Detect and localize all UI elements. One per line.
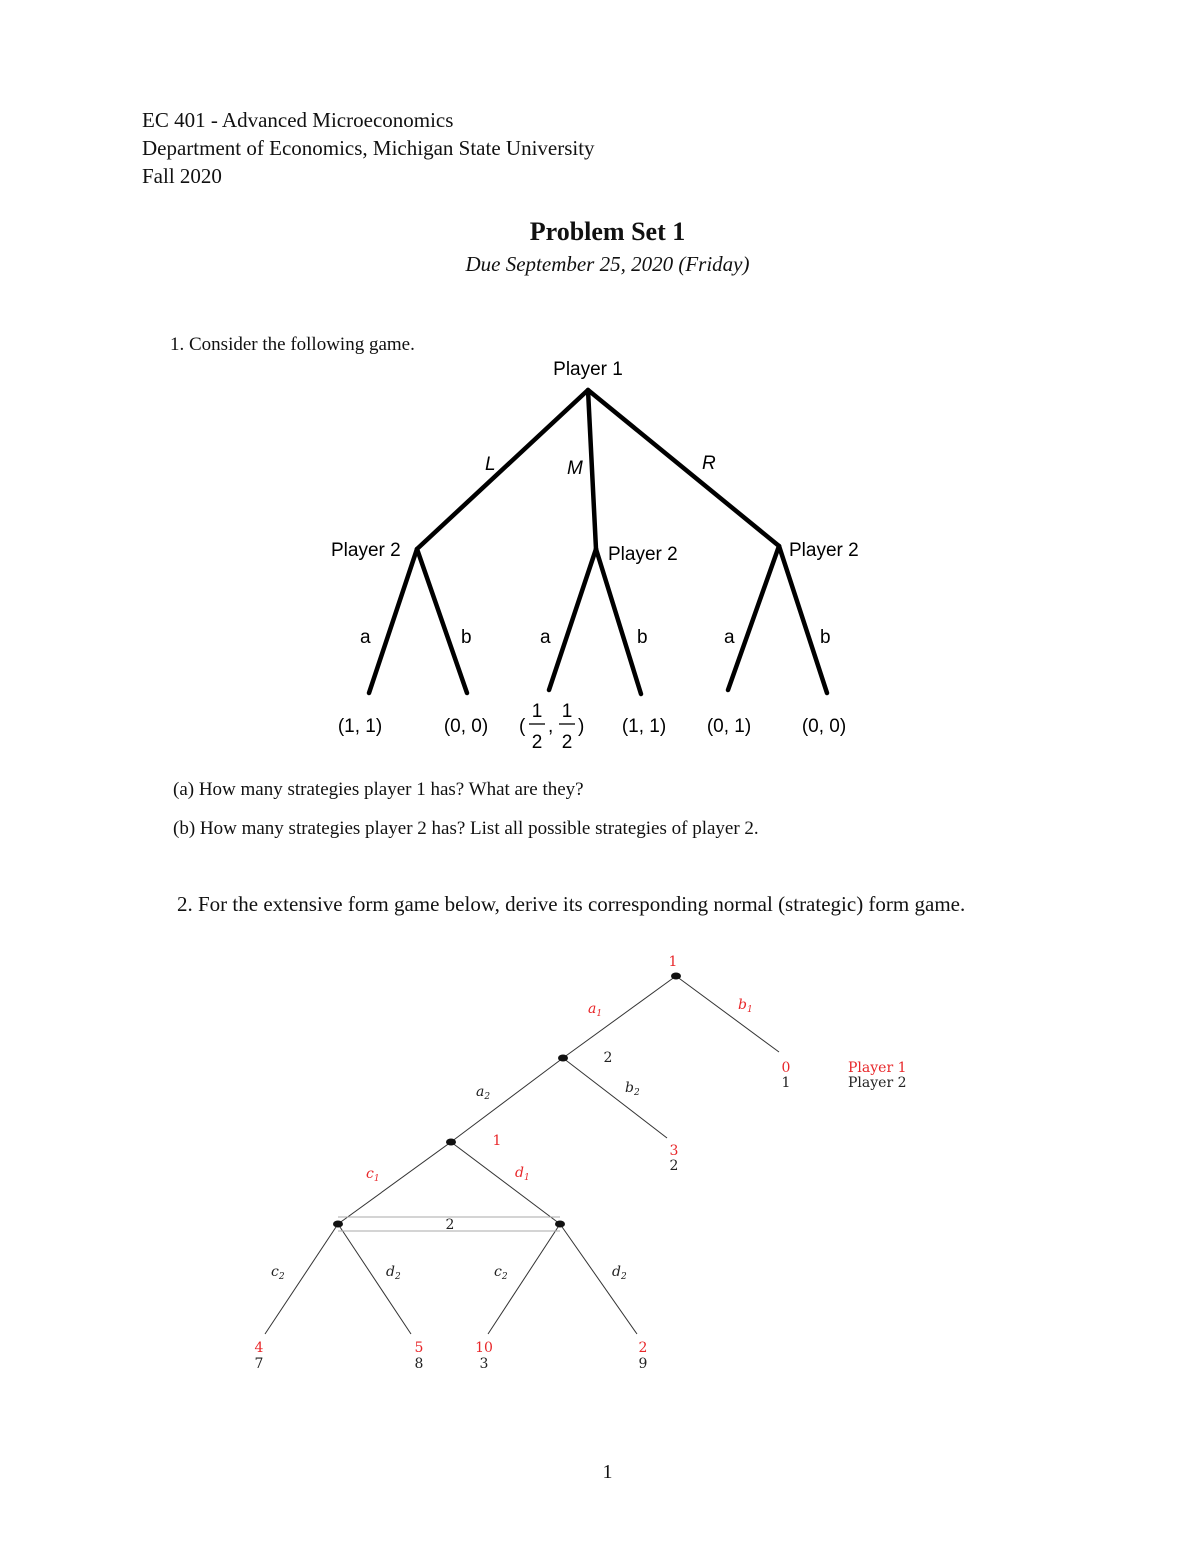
svg-text:2: 2 bbox=[669, 1158, 679, 1174]
q2-node-p2 bbox=[558, 1055, 568, 1062]
q2-payoff-c1-c2 bbox=[255, 1340, 264, 1372]
q2-action-a2: $a_2$ bbox=[476, 1084, 491, 1102]
action-M-a: a bbox=[540, 627, 551, 648]
svg-text:1: 1 bbox=[561, 701, 573, 722]
q2-action-d2-right: $d_2$ bbox=[612, 1264, 627, 1282]
payoff-L-a: (1, 1) bbox=[337, 716, 383, 737]
payoff-L-b: (0, 0) bbox=[443, 716, 489, 737]
svg-text:): ) bbox=[578, 716, 585, 737]
action-L-a: a bbox=[360, 627, 371, 648]
q2-action-c2-left: $c_2$ bbox=[271, 1264, 285, 1282]
q2-node-root-label: 1 bbox=[668, 954, 678, 970]
q2-info-set-label: 2 bbox=[445, 1217, 455, 1233]
q2-action-d2-left: $d_2$ bbox=[386, 1264, 401, 1282]
q2-node-p1b-label: 1 bbox=[492, 1133, 502, 1149]
payoff-M-b: (1, 1) bbox=[621, 716, 667, 737]
q1-prompt: 1. Consider the following game. bbox=[170, 334, 415, 355]
svg-text:2: 2 bbox=[561, 732, 573, 753]
svg-text:7: 7 bbox=[254, 1356, 264, 1372]
q2-action-b2: $b_2$ bbox=[625, 1080, 640, 1098]
svg-text:10: 10 bbox=[475, 1340, 493, 1356]
q2-payoff-b1 bbox=[782, 1060, 791, 1091]
svg-text:9: 9 bbox=[638, 1356, 648, 1372]
svg-text:3: 3 bbox=[479, 1356, 489, 1372]
q2-node-info-right bbox=[555, 1221, 565, 1228]
q2-action-d1: $d_1$ bbox=[515, 1165, 530, 1183]
node-root-label: Player 1 bbox=[553, 359, 623, 380]
svg-text:Player 1: Player 1 bbox=[848, 1060, 907, 1076]
svg-text:(: ( bbox=[519, 716, 526, 737]
q2-action-c1: $c_1$ bbox=[366, 1166, 380, 1184]
payoff-R-b: (0, 0) bbox=[801, 716, 847, 737]
term: Fall 2020 bbox=[142, 164, 222, 188]
action-M-b: b bbox=[637, 627, 648, 648]
department: Department of Economics, Michigan State University bbox=[142, 136, 595, 160]
q2-node-root bbox=[671, 973, 681, 980]
node-M-label: Player 2 bbox=[608, 544, 678, 565]
action-R-a: a bbox=[724, 627, 735, 648]
branch-L-label: L bbox=[485, 454, 496, 475]
svg-text:5: 5 bbox=[414, 1340, 424, 1356]
page-number: 1 bbox=[602, 1461, 613, 1483]
q2-payoff-b2 bbox=[670, 1143, 679, 1174]
q2-action-b1: $b_1$ bbox=[738, 997, 753, 1015]
q2-payoff-d1-d2 bbox=[639, 1340, 648, 1372]
svg-text:8: 8 bbox=[414, 1356, 424, 1372]
svg-text:3: 3 bbox=[669, 1143, 679, 1159]
svg-text:Player 2: Player 2 bbox=[848, 1075, 907, 1091]
action-L-b: b bbox=[461, 627, 472, 648]
q2-node-p1b bbox=[446, 1139, 456, 1146]
q2-node-p2-label: 2 bbox=[603, 1050, 613, 1066]
q2-action-c2-right: $c_2$ bbox=[494, 1264, 508, 1282]
q2-node-info-left bbox=[333, 1221, 343, 1228]
svg-text:2: 2 bbox=[531, 732, 543, 753]
branch-M-label: M bbox=[567, 458, 583, 479]
q1-part-b: (b) How many strategies player 2 has? List all possible strategies of player 2. bbox=[173, 818, 759, 839]
q2-prompt: 2. For the extensive form game below, derive its corresponding normal (strategic) form game. bbox=[177, 892, 966, 916]
q2-action-a1: $a_1$ bbox=[588, 1001, 603, 1019]
svg-text:2: 2 bbox=[638, 1340, 648, 1356]
payoff-R-a: (0, 1) bbox=[706, 716, 752, 737]
q2-payoff-d1-c2 bbox=[475, 1340, 493, 1372]
node-L-label: Player 2 bbox=[331, 540, 401, 561]
action-R-b: b bbox=[820, 627, 831, 648]
svg-text:4: 4 bbox=[254, 1340, 264, 1356]
q2-legend bbox=[848, 1060, 907, 1091]
page-title: Problem Set 1 bbox=[529, 217, 686, 246]
due-date: Due September 25, 2020 (Friday) bbox=[465, 252, 750, 276]
node-R-label: Player 2 bbox=[789, 540, 859, 561]
svg-text:1: 1 bbox=[781, 1075, 791, 1091]
branch-R-label: R bbox=[702, 453, 716, 474]
q1-part-a: (a) How many strategies player 1 has? What are they? bbox=[173, 779, 584, 800]
q2-payoff-c1-d2 bbox=[415, 1340, 424, 1372]
svg-text:1: 1 bbox=[531, 701, 543, 722]
svg-text:0: 0 bbox=[781, 1060, 791, 1076]
course-title: EC 401 - Advanced Microeconomics bbox=[142, 108, 454, 132]
svg-text:,: , bbox=[548, 716, 554, 737]
